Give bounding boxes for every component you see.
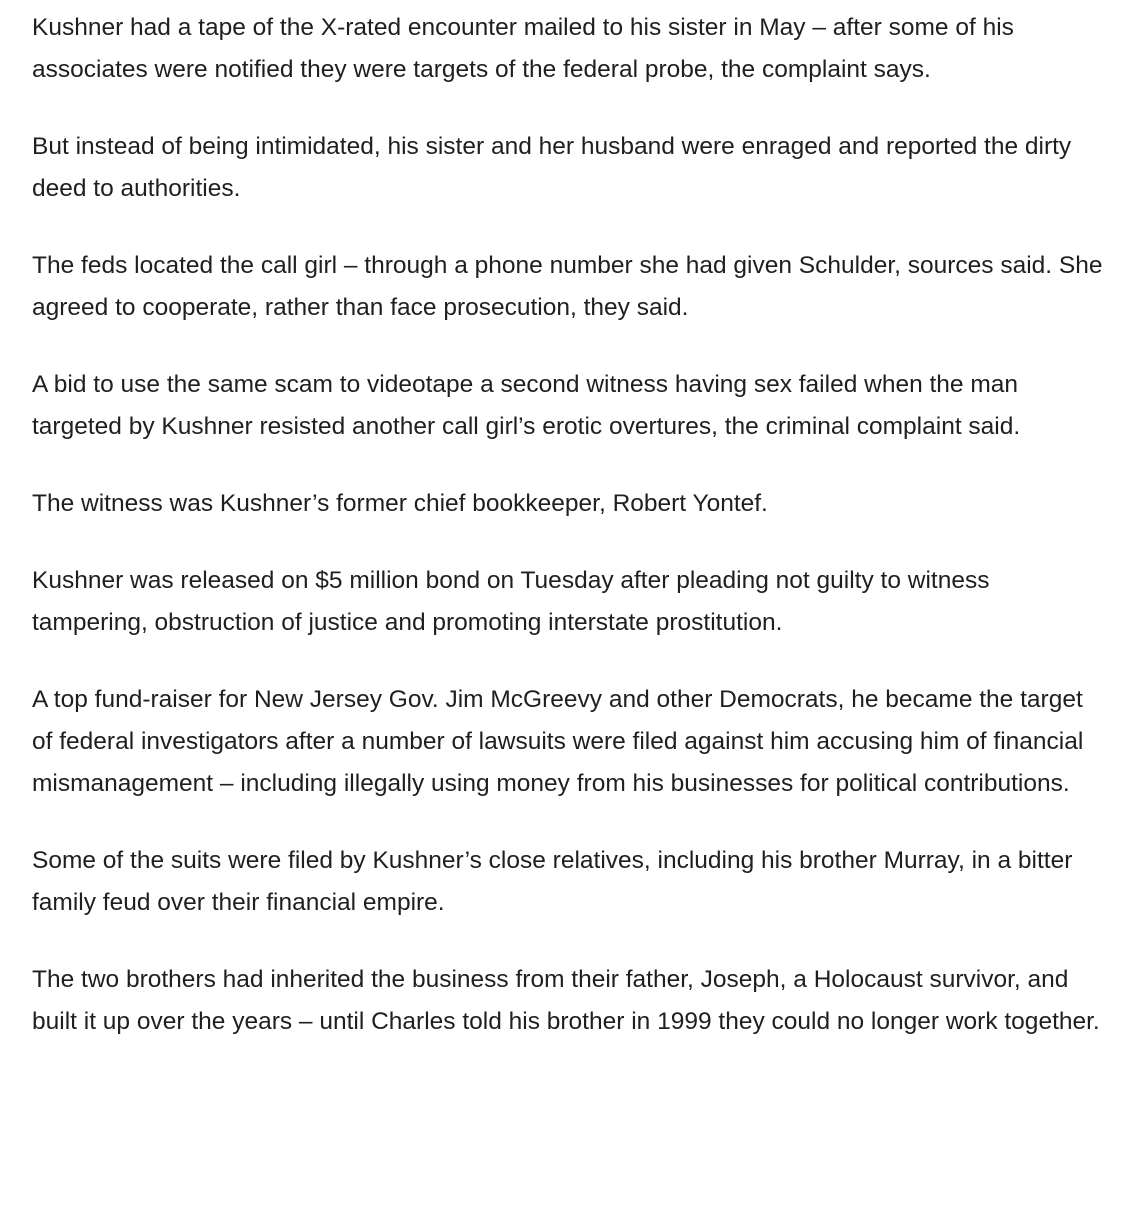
- article-paragraph-7: A top fund-raiser for New Jersey Gov. Jim McGreevy and other Democrats, he became the target of federal investigators after a number of lawsuits were filed against him accusing him of financial mismanagement – including illegally using money from his businesses for political contributions.: [32, 686, 1084, 797]
- article-paragraph-5: The witness was Kushner’s former chief bookkeeper, Robert Yontef.: [32, 490, 768, 517]
- article-paragraph-4: A bid to use the same scam to videotape a second witness having sex failed when the man targeted by Kushner resisted another call girl’s erotic overtures, the criminal complaint said.: [32, 371, 1021, 440]
- article-paragraph-9: The two brothers had inherited the business from their father, Joseph, a Holocaust survivor, and built it up over the years – until Charles told his brother in 1999 they could no longer work together.: [32, 966, 1100, 1035]
- article-paragraph-6: Kushner was released on $5 million bond on Tuesday after pleading not guilty to witness tampering, obstruction of justice and promoting interstate prostitution.: [32, 567, 990, 636]
- article-paragraph-2: But instead of being intimidated, his sister and her husband were enraged and reported the dirty deed to authorities.: [32, 133, 1072, 202]
- article-paragraph-1: Kushner had a tape of the X-rated encounter mailed to his sister in May – after some of his associates were notified they were targets of the federal probe, the complaint says.: [32, 14, 1014, 83]
- article-body: [0, 7, 1132, 1043]
- article-paragraph-3: The feds located the call girl – through a phone number she had given Schulder, sources said. She agreed to cooperate, rather than face prosecution, they said.: [32, 252, 1103, 321]
- article-paragraph-8: Some of the suits were filed by Kushner’s close relatives, including his brother Murray, in a bitter family feud over their financial empire.: [32, 847, 1073, 916]
